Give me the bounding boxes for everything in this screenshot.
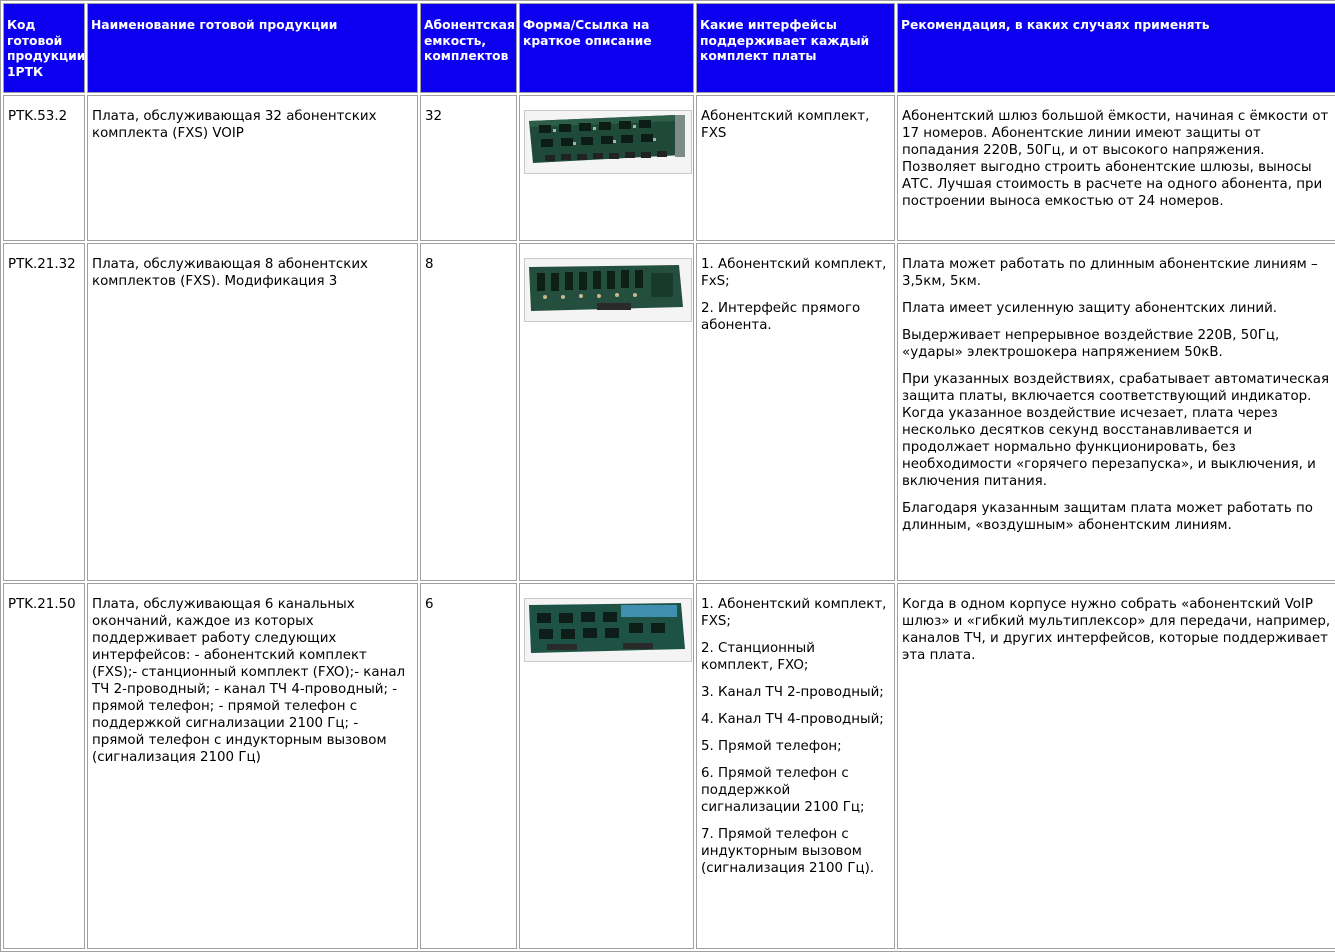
product-image-cell bbox=[519, 583, 694, 949]
interface-item: 7. Прямой телефон с индукторным вызовом (сигнализация 2100 Гц). bbox=[701, 827, 875, 876]
recommendation-paragraph: Плата может работать по длинным абонентские линиям – 3,5км, 5км. bbox=[902, 257, 1318, 289]
header-recommendation: Рекомендация, в каких случаях применять bbox=[897, 3, 1335, 93]
product-image-cell bbox=[519, 243, 694, 581]
interface-item: 2. Интерфейс прямого абонента. bbox=[701, 301, 861, 333]
header-name: Наименование готовой продукции bbox=[87, 3, 418, 93]
interface-item: 3. Канал ТЧ 2-проводный; bbox=[701, 685, 884, 700]
interface-item: 2. Станционный комплект, FXO; bbox=[701, 641, 815, 673]
recommendation-paragraph: Благодаря указанным защитам плата может работать по длинным, «воздушным» абонентским линиям. bbox=[902, 501, 1313, 533]
recommendation-cell bbox=[897, 583, 1335, 949]
header-row bbox=[3, 3, 1335, 93]
product-code: PTK.21.50 bbox=[3, 583, 85, 949]
interfaces-cell bbox=[696, 583, 895, 949]
interface-item: 4. Канал ТЧ 4-проводный; bbox=[701, 712, 884, 727]
header-capacity: Абонентская емкость, комплектов bbox=[420, 3, 517, 93]
recommendation-cell bbox=[897, 95, 1335, 241]
table-row bbox=[3, 243, 1335, 581]
circuit-board-photo[interactable] bbox=[524, 110, 692, 174]
interface-item: 1. Абонентский комплект, FXS; bbox=[701, 597, 887, 629]
product-name: Плата, обслуживающая 6 канальных окончаний, каждое из которых поддерживает работу следующих интерфейсов: - абонентский комплект (FXS);- станционный комплект (FXO);- канал ТЧ 2-проводный; - канал ТЧ 4-проводный; - прямой телефон; - прямой телефон с поддержкой сигнализации 2100 Гц; - прямой телефон с индукторным вызовом (сигнализация 2100 Гц) bbox=[87, 583, 418, 949]
product-code: PTK.21.32 bbox=[3, 243, 85, 581]
recommendation-paragraph: Выдерживает непрерывное воздействие 220В, 50Гц, «удары» электрошокера напряжением 50кВ. bbox=[902, 328, 1280, 360]
recommendation-paragraph: Абонентский шлюз большой ёмкости, начиная с ёмкости от 17 номеров. Абонентские линии имеют защиты от попадания 220В, 50Гц, и от высокого напряжения. Позволяет выгодно строить абонентские шлюзы, выносы АТС. Лучшая стоимость в расчете на одного абонента, при построении выноса емкостью от 24 номеров. bbox=[902, 109, 1329, 209]
product-capacity: 8 bbox=[420, 243, 517, 581]
interface-item: Абонентский комплект, FXS bbox=[701, 109, 870, 141]
recommendation-cell bbox=[897, 243, 1335, 581]
recommendation-paragraph: Плата имеет усиленную защиту абонентских линий. bbox=[902, 301, 1278, 316]
circuit-board-photo[interactable] bbox=[524, 258, 692, 322]
interface-item: 1. Абонентский комплект, FxS; bbox=[701, 257, 887, 289]
table-row bbox=[3, 583, 1335, 949]
interfaces-cell bbox=[696, 243, 895, 581]
header-code: Код готовой продукции 1РТК bbox=[3, 3, 85, 93]
interface-item: 5. Прямой телефон; bbox=[701, 739, 842, 754]
product-name: Плата, обслуживающая 32 абонентских комплекта (FXS) VOIP bbox=[87, 95, 418, 241]
product-image-cell bbox=[519, 95, 694, 241]
recommendation-paragraph: Когда в одном корпусе нужно собрать «абонентский VoIP шлюз» и «гибкий мультиплексор» для передачи, например, каналов ТЧ, и других интерфейсов, которые поддерживает эта плата. bbox=[902, 597, 1331, 663]
table-row bbox=[3, 95, 1335, 241]
product-name: Плата, обслуживающая 8 абонентских комплектов (FXS). Модификация 3 bbox=[87, 243, 418, 581]
product-code: PTK.53.2 bbox=[3, 95, 85, 241]
product-capacity: 32 bbox=[420, 95, 517, 241]
interfaces-cell bbox=[696, 95, 895, 241]
header-interfaces: Какие интерфейсы поддерживает каждый комплект платы bbox=[696, 3, 895, 93]
product-capacity: 6 bbox=[420, 583, 517, 949]
circuit-board-photo[interactable] bbox=[524, 598, 692, 662]
interface-item: 6. Прямой телефон с поддержкой сигнализации 2100 Гц; bbox=[701, 766, 865, 815]
recommendation-paragraph: При указанных воздействиях, срабатывает автоматическая защита платы, включается соответствующий индикатор. Когда указанное воздействие исчезает, плата через несколько десятков секунд восстанавливается и продолжает нормально функционировать, без необходимости «горячего перезапуска», и выключения, и включения питания. bbox=[902, 372, 1330, 489]
header-form: Форма/Ссылка на краткое описание bbox=[519, 3, 694, 93]
